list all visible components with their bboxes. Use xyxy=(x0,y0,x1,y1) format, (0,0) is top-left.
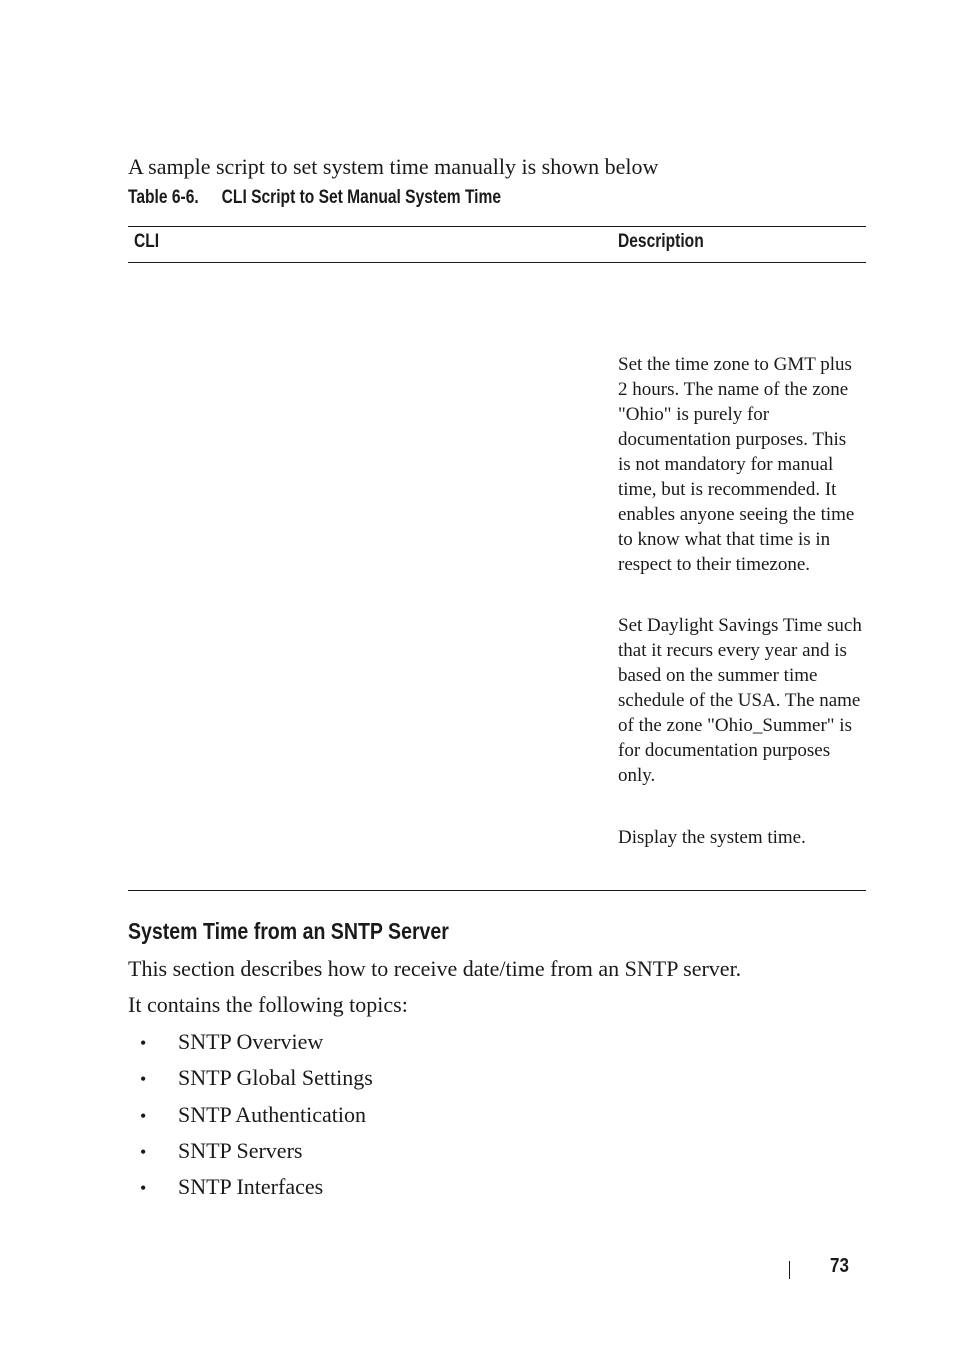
topic-label: SNTP Global Settings xyxy=(178,1065,373,1091)
column-header-description: Description xyxy=(618,231,704,252)
bullet-icon: • xyxy=(140,1141,147,1162)
table-row xyxy=(618,613,863,788)
list-item xyxy=(140,1026,373,1062)
table-bottom-rule xyxy=(128,890,866,891)
column-header-cli: CLI xyxy=(134,231,160,252)
intro-text: A sample script to set system time manually is shown below xyxy=(128,154,659,179)
row-description: Set Daylight Savings Time such that it recurs every year and is based on the summer time schedule of the USA. The name of the zone "Ohio_Summer" is for documentation purposes only. xyxy=(618,615,862,786)
bullet-icon: • xyxy=(140,1105,147,1126)
list-item xyxy=(140,1171,373,1207)
page-number: 73 xyxy=(830,1255,849,1277)
topics-intro: It contains the following topics: xyxy=(128,992,408,1017)
topics-list xyxy=(140,1026,373,1207)
table-row xyxy=(618,352,863,577)
bullet-icon: • xyxy=(140,1069,147,1090)
section-heading: System Time from an SNTP Server xyxy=(128,918,449,944)
bullet-icon: • xyxy=(140,1033,147,1053)
table-label: Table 6-6. xyxy=(128,187,199,208)
topic-label: SNTP Authentication xyxy=(178,1101,367,1127)
list-item xyxy=(140,1062,373,1098)
topic-label: SNTP Interfaces xyxy=(178,1174,324,1200)
bullet-icon: • xyxy=(140,1178,147,1199)
table-header-rule xyxy=(128,262,866,263)
section-paragraph: This section describes how to receive date/time from an SNTP server. xyxy=(128,956,742,981)
table-row xyxy=(618,825,863,850)
list-item xyxy=(140,1135,373,1171)
topic-label: SNTP Servers xyxy=(178,1137,303,1163)
topic-label: SNTP Overview xyxy=(178,1029,324,1054)
row-description: Display the system time. xyxy=(618,827,806,848)
row-description: Set the time zone to GMT plus 2 hours. The name of the zone "Ohio" is purely for documentation purposes. This is not mandatory for manual time, but is recommended. It enables anyone seeing the time to know what that time is in respect to their timezone. xyxy=(618,354,855,575)
table-caption xyxy=(128,187,501,209)
table-title: CLI Script to Set Manual System Time xyxy=(221,187,502,208)
table-top-rule xyxy=(128,226,866,227)
list-item xyxy=(140,1099,373,1135)
page-number-divider xyxy=(789,1261,790,1279)
